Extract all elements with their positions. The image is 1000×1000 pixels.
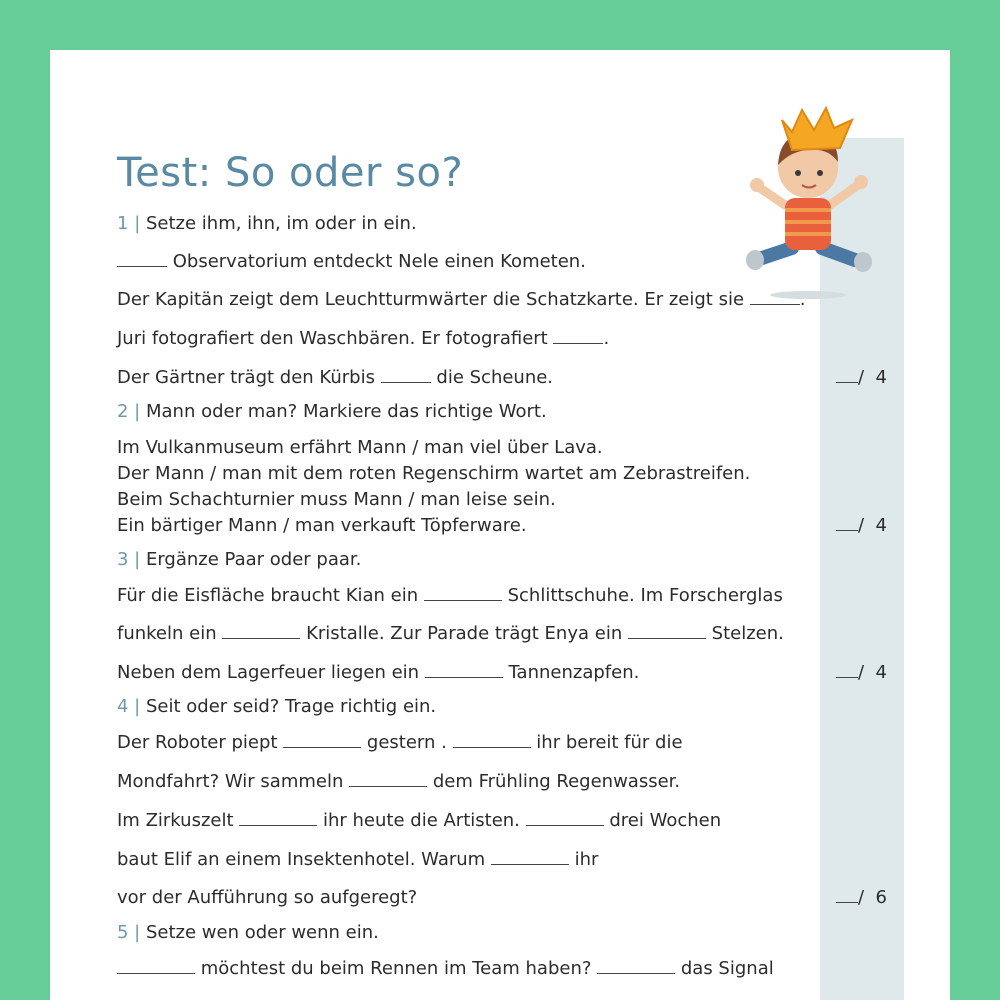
answer-blank[interactable] [222,624,300,639]
task-2-line-3[interactable]: Beim Schachturnier muss Mann / man leise sein. [117,489,556,510]
task-2-score: / 4 [836,515,887,536]
task-1-heading: 1 | Setze ihm, ihn, im oder in ein. [117,213,417,234]
answer-blank[interactable] [283,733,361,748]
task-4-line-1: Der Roboter piept gestern . ihr bereit für die [117,732,683,753]
answer-blank[interactable] [628,624,706,639]
answer-blank[interactable] [117,959,195,974]
answer-blank[interactable] [424,586,502,601]
task-4-line-2: Mondfahrt? Wir sammeln dem Frühling Regenwasser. [117,771,681,792]
boy-with-crown-illustration [730,70,880,310]
task-4-line-3: Im Zirkuszelt ihr heute die Artisten. drei Wochen [117,810,722,831]
task-4-line-5: vor der Aufführung so aufgeregt? [117,887,418,908]
task-2-line-4[interactable]: Ein bärtiger Mann / man verkauft Töpferware. [117,515,527,536]
task-2-line-1[interactable]: Im Vulkanmuseum erfährt Mann / man viel über Lava. [117,437,603,458]
answer-blank[interactable] [553,329,603,344]
task-3-line-2: funkeln ein Kristalle. Zur Parade trägt Enya ein Stelzen. [117,623,784,644]
task-5-heading: 5 | Setze wen oder wenn ein. [117,922,379,943]
task-4-heading: 4 | Seit oder seid? Trage richtig ein. [117,696,437,717]
task-1-score: / 4 [836,367,887,388]
task-3-score: / 4 [836,662,887,683]
page-title: Test: So oder so? [117,150,464,196]
answer-blank[interactable] [349,772,427,787]
task-1-line-3: Juri fotografiert den Waschbären. Er fotografiert . [117,328,610,349]
answer-blank[interactable] [117,252,167,267]
answer-blank[interactable] [453,733,531,748]
task-5-line-1: möchtest du beim Rennen im Team haben? das Signal [117,958,774,980]
task-3-line-1: Für die Eisfläche braucht Kian ein Schlittschuhe. Im Forscherglas [117,585,783,606]
task-3-heading: 3 | Ergänze Paar oder paar. [117,549,362,570]
task-1-line-1: Observatorium entdeckt Nele einen Kometen. [117,251,586,273]
answer-blank[interactable] [381,368,431,383]
task-2-line-2[interactable]: Der Mann / man mit dem roten Regenschirm wartet am Zebrastreifen. [117,463,751,484]
answer-blank[interactable] [526,811,604,826]
task-instruction: Setze ihm, ihn, im oder in ein. [145,213,417,234]
task-number: 1 [117,213,129,234]
task-2-heading: 2 | Mann oder man? Markiere das richtige Wort. [117,401,547,422]
answer-blank[interactable] [425,663,503,678]
task-3-line-3: Neben dem Lagerfeuer liegen ein Tannenzapfen. [117,662,640,683]
answer-blank[interactable] [750,290,800,305]
task-1-line-2: Der Kapitän zeigt dem Leuchtturmwärter die Schatzkarte. Er zeigt sie . [117,289,806,310]
answer-blank[interactable] [597,959,675,974]
task-4-score: / 6 [836,887,887,908]
answer-blank[interactable] [491,850,569,865]
task-1-line-4: Der Gärtner trägt den Kürbis die Scheune. [117,367,554,388]
answer-blank[interactable] [239,811,317,826]
worksheet [50,50,950,1000]
task-4-line-4: baut Elif an einem Insektenhotel. Warum ihr [117,849,599,870]
